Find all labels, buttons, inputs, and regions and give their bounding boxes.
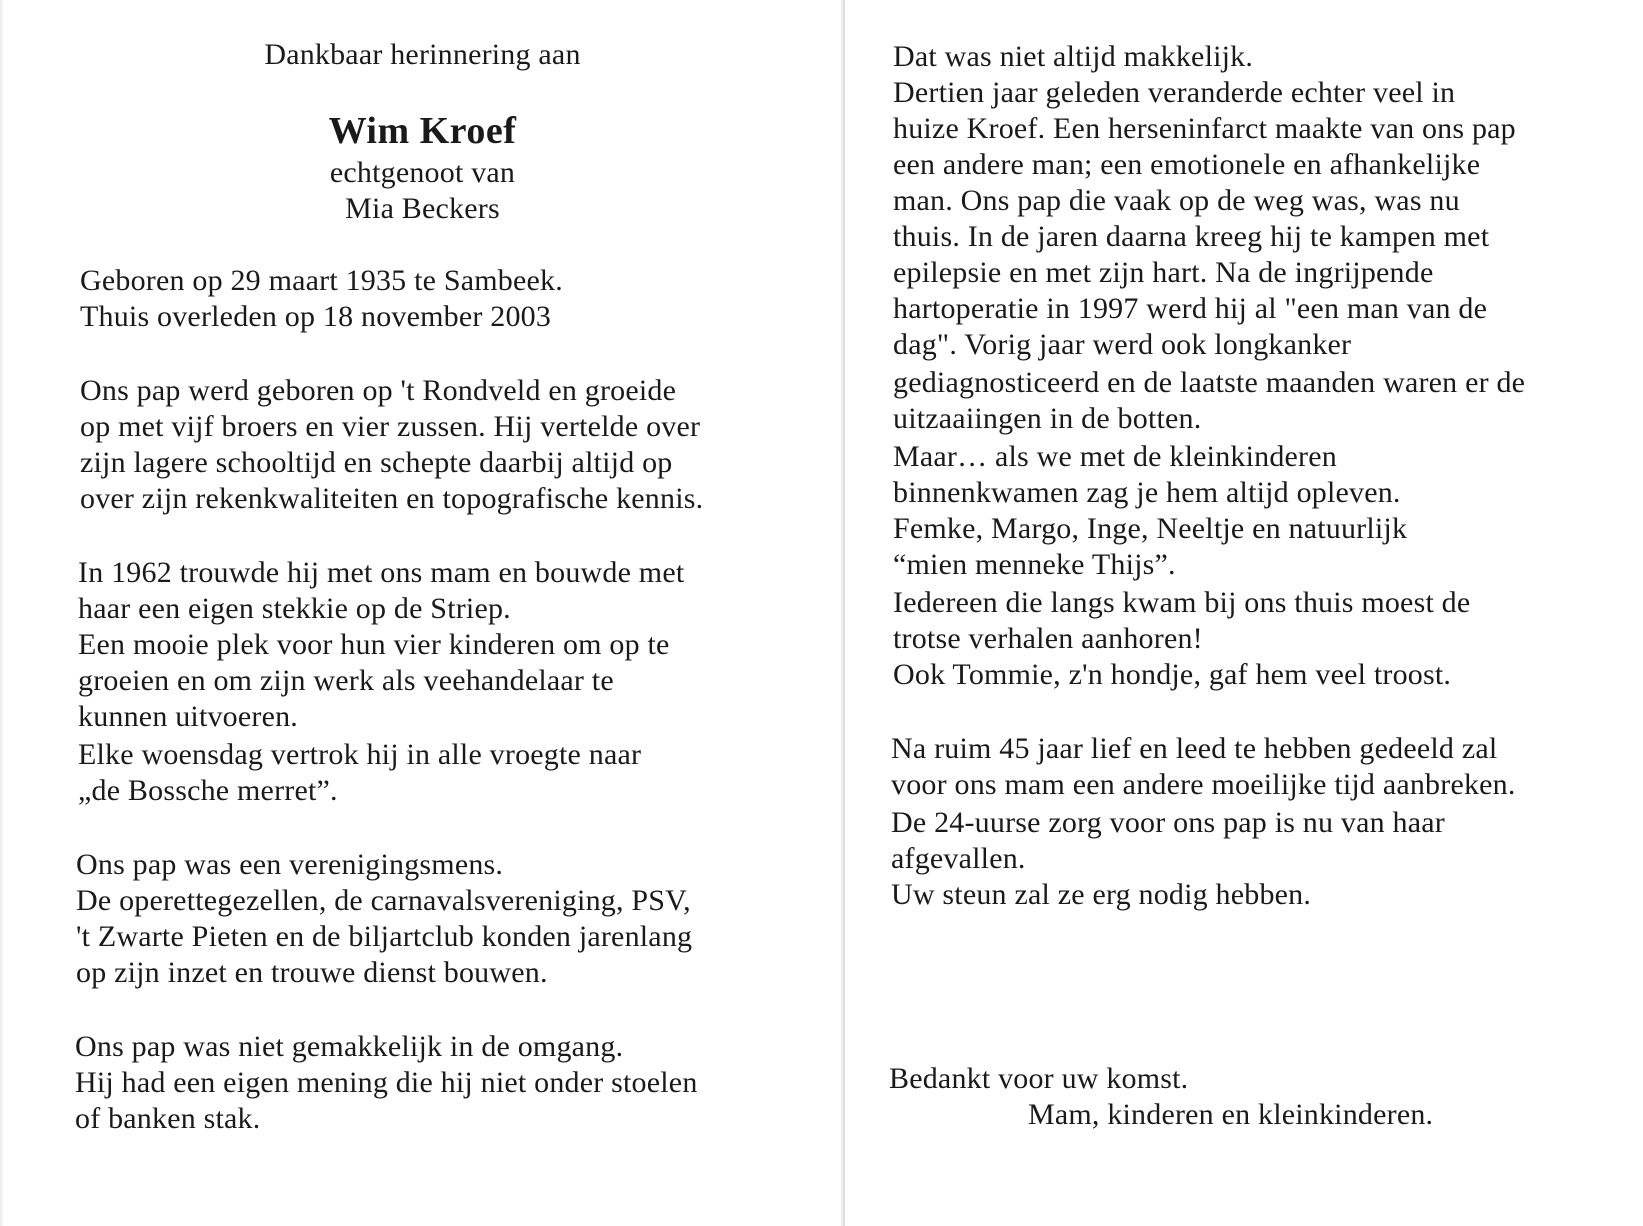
text-line: Ons pap was niet gemakkelijk in de omgang. bbox=[75, 1030, 624, 1063]
birth-line: Geboren op 29 maart 1935 te Sambeek. bbox=[80, 264, 563, 297]
signature-line: Mam, kinderen en kleinkinderen. bbox=[1028, 1098, 1434, 1131]
text-line: Ook Tommie, z'n hondje, gaf hem veel troost. bbox=[893, 658, 1452, 691]
text-line: Dertien jaar geleden veranderde echter veel in bbox=[893, 76, 1456, 109]
text-line: hartoperatie in 1997 werd hij al "een man van de bbox=[893, 292, 1488, 325]
text-line: gediagnosticeerd en de laatste maanden waren er de bbox=[893, 366, 1526, 399]
text-line: 't Zwarte Pieten en de biljartclub konden jarenlang bbox=[76, 920, 693, 953]
text-line: In 1962 trouwde hij met ons mam en bouwde met bbox=[78, 556, 685, 589]
thanks-line: Bedankt voor uw komst. bbox=[889, 1062, 1189, 1095]
text-line: Ons pap werd geboren op 't Rondveld en groeide bbox=[80, 374, 677, 407]
text-line: dag". Vorig jaar werd ook longkanker bbox=[893, 328, 1352, 361]
text-line: kunnen uitvoeren. bbox=[78, 700, 299, 733]
death-line: Thuis overleden op 18 november 2003 bbox=[80, 300, 552, 333]
deceased-name: Wim Kroef bbox=[328, 110, 517, 152]
text-line: een andere man; een emotionele en afhankelijke bbox=[893, 148, 1481, 181]
text-line: groeien en om zijn werk als veehandelaar te bbox=[78, 664, 614, 697]
text-line: Uw steun zal ze erg nodig hebben. bbox=[891, 878, 1312, 911]
text-line: zijn lagere schooltijd en schepte daarbij altijd op bbox=[80, 446, 673, 479]
text-line: De operettegezellen, de carnavalsvereniging, PSV, bbox=[76, 884, 691, 917]
header-text: Dankbaar herinnering aan bbox=[264, 38, 581, 71]
text-line: trotse verhalen aanhoren! bbox=[893, 622, 1203, 655]
right-page bbox=[845, 0, 1643, 1226]
text-line: over zijn rekenkwaliteiten en topografische kennis. bbox=[80, 482, 704, 515]
text-line: voor ons mam een andere moeilijke tijd aanbreken. bbox=[891, 768, 1516, 801]
text-line: Elke woensdag vertrok hij in alle vroegte naar bbox=[78, 738, 642, 771]
spouse-line-2: Mia Beckers bbox=[345, 192, 500, 225]
text-line: huize Kroef. Een herseninfarct maakte van ons pap bbox=[893, 112, 1516, 145]
text-line: epilepsie en met zijn hart. Na de ingrijpende bbox=[893, 256, 1434, 289]
text-line: Een mooie plek voor hun vier kinderen om op te bbox=[78, 628, 670, 661]
text-line: Ons pap was een verenigingsmens. bbox=[76, 848, 504, 881]
text-line: of banken stak. bbox=[75, 1102, 261, 1135]
spouse-line-1: echtgenoot van bbox=[329, 156, 516, 189]
text-line: Maar… als we met de kleinkinderen bbox=[893, 440, 1337, 473]
text-line: uitzaaiingen in de botten. bbox=[893, 402, 1202, 435]
text-line: „de Bossche merret”. bbox=[78, 774, 338, 807]
text-line: “mien menneke Thijs”. bbox=[893, 548, 1176, 581]
text-line: Femke, Margo, Inge, Neeltje en natuurlijk bbox=[893, 512, 1408, 545]
text-line: Hij had een eigen mening die hij niet onder stoelen bbox=[75, 1066, 698, 1099]
text-line: op zijn inzet en trouwe dienst bouwen. bbox=[76, 956, 548, 989]
text-line: binnenkwamen zag je hem altijd opleven. bbox=[893, 476, 1401, 509]
text-line: De 24-uurse zorg voor ons pap is nu van haar bbox=[891, 806, 1445, 839]
text-line: man. Ons pap die vaak op de weg was, was nu bbox=[893, 184, 1460, 217]
text-line: afgevallen. bbox=[891, 842, 1026, 875]
text-line: haar een eigen stekkie op de Striep. bbox=[78, 592, 511, 625]
text-line: thuis. In de jaren daarna kreeg hij te kampen met bbox=[893, 220, 1490, 253]
text-line: Na ruim 45 jaar lief en leed te hebben gedeeld zal bbox=[891, 732, 1498, 765]
text-line: op met vijf broers en vier zussen. Hij vertelde over bbox=[80, 410, 701, 443]
text-line: Iedereen die langs kwam bij ons thuis moest de bbox=[893, 586, 1471, 619]
text-line: Dat was niet altijd makkelijk. bbox=[893, 40, 1254, 73]
